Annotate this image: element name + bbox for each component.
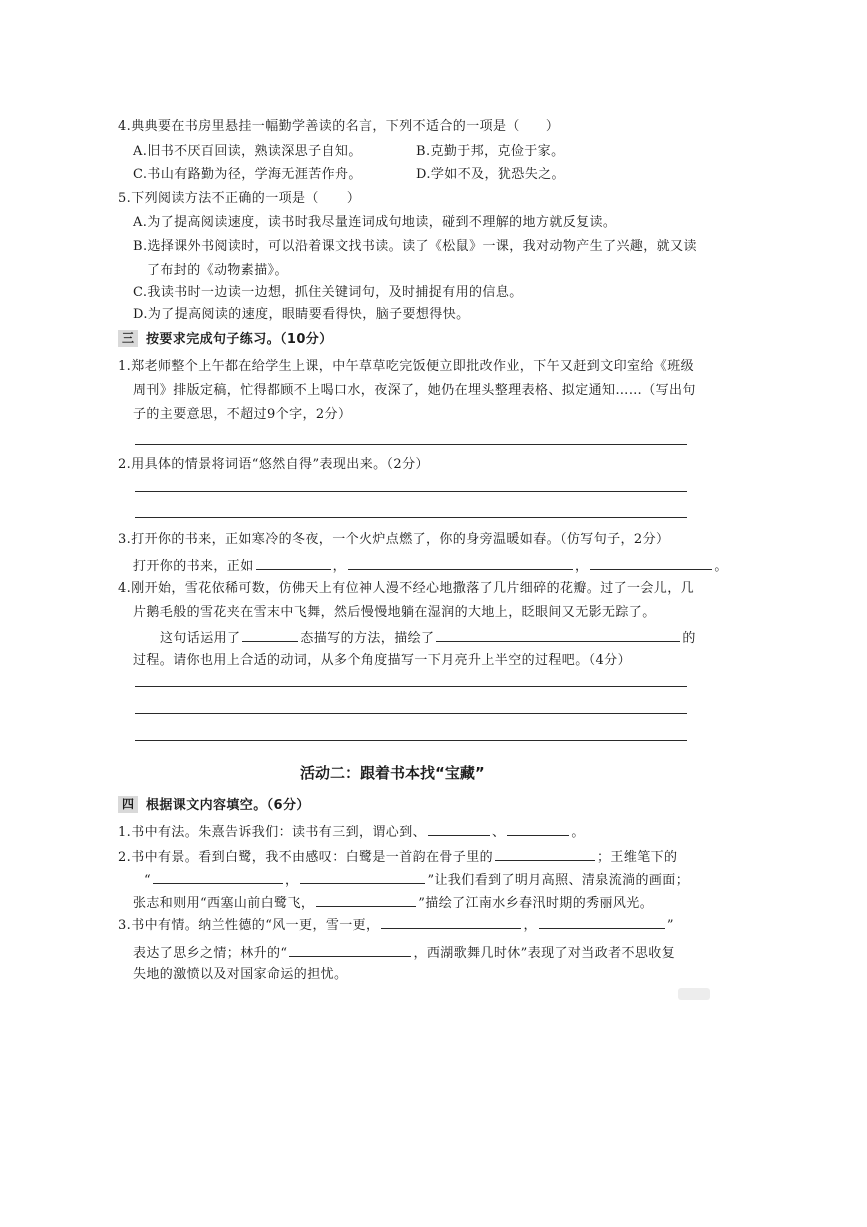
q4-option-d[interactable]: D.学如不及，犹恐失之。 (416, 167, 565, 182)
s3-item4-answer-line-2[interactable] (135, 713, 687, 714)
s3-item4-blank-2[interactable] (436, 628, 680, 642)
s4-item2-blank-4[interactable] (316, 893, 416, 907)
s3-item3-fill: 打开你的书来，正如 ， ， 。 (133, 556, 728, 575)
s4-item2-line2: “ ， ”让我们看到了明月高照、清泉流淌的画面； (144, 870, 689, 889)
q5-option-d[interactable]: D.为了提高阅读的速度，眼睛要看得快，脑子要想得快。 (133, 307, 470, 322)
scan-smudge (678, 988, 710, 1000)
section-3-heading: 按要求完成句子练习。（10分） (146, 332, 333, 347)
q5-option-b-cont: 了布封的《动物素描》。 (147, 263, 288, 278)
s3-item2-answer-line-2[interactable] (135, 517, 687, 518)
section-3-badge: 三 (118, 330, 138, 347)
s4-item3-line2: 表达了思乡之情；林升的“ ，西湖歌舞几时休”表现了对当政者不思收复 (133, 943, 675, 962)
s4-item2-blank-2[interactable] (153, 870, 283, 884)
q5-option-b[interactable]: B.选择课外书阅读时，可以沿着课文找书读。读了《松鼠》一课，我对动物产生了兴趣，就又读 (133, 239, 697, 254)
s3-item1-line2: 周刊》排版定稿，忙得都顾不上喝口水，夜深了，她仍在埋头整理表格、拟定通知……（写出句 (133, 383, 696, 398)
s3-item1-line3: 子的主要意思，不超过9个字，2分） (133, 407, 352, 422)
s3-item2-answer-line-1[interactable] (135, 491, 687, 492)
s3-item1-answer-line[interactable] (135, 444, 687, 445)
q5-stem: 5.下列阅读方法不正确的一项是（ ） (118, 191, 361, 206)
s3-item4-line3: 这句话运用了 态描写的方法，描绘了 的 (160, 628, 696, 647)
s4-item3-blank-1[interactable] (381, 915, 521, 929)
s3-item3-blank-3[interactable] (590, 556, 712, 570)
s3-item3-stem: 3.打开你的书来，正如寒冷的冬夜，一个火炉点燃了，你的身旁温暖如春。（仿写句子，2分） (118, 532, 670, 547)
s4-item3-line1: 3.书中有情。纳兰性德的“风一更，雪一更， ， ” (118, 915, 674, 934)
s4-item3-blank-3[interactable] (289, 943, 411, 957)
s4-item1-blank-2[interactable] (507, 822, 569, 836)
s3-item2-stem: 2.用具体的情景将词语“悠然自得”表现出来。（2分） (118, 457, 429, 472)
s4-item2-blank-3[interactable] (300, 870, 425, 884)
s4-item2-line1: 2.书中有景。看到白鹭，我不由感叹：白鹭是一首韵在骨子里的 ；王维笔下的 (118, 847, 677, 866)
s3-item4-blank-1[interactable] (242, 628, 298, 642)
s4-item2-line3: 张志和则用“西塞山前白鹭飞， ”描绘了江南水乡春汛时期的秀丽风光。 (133, 893, 653, 912)
s4-item1-blank-1[interactable] (428, 822, 490, 836)
s4-item3-line3: 失地的激愤以及对国家命运的担忧。 (133, 967, 348, 982)
q5-option-c[interactable]: C.我读书时一边读一边想，抓住关键词句，及时捕捉有用的信息。 (133, 285, 523, 300)
section-4-badge: 四 (118, 796, 138, 813)
s3-item4-line2: 片鹅毛般的雪花夹在雪末中飞舞，然后慢慢地躺在湿润的大地上，眨眼间又无影无踪了。 (133, 605, 656, 620)
s3-item3-blank-1[interactable] (256, 556, 331, 570)
q5-option-a[interactable]: A.为了提高阅读速度，读书时我尽量连词成句地读，碰到不理解的地方就反复读。 (133, 215, 617, 230)
s4-item1: 1.书中有法。朱熹告诉我们：读书有三到，谓心到、 、 。 (118, 822, 585, 841)
s3-item3-blank-2[interactable] (348, 556, 573, 570)
s4-item2-blank-1[interactable] (495, 847, 595, 861)
activity-title: 活动二：跟着书本找“宝藏” (300, 764, 485, 782)
section-4-heading: 根据课文内容填空。（6分） (146, 798, 310, 813)
s4-item3-blank-2[interactable] (539, 915, 665, 929)
s3-item4-answer-line-1[interactable] (135, 686, 687, 687)
q4-option-b[interactable]: B.克勤于邦，克俭于家。 (416, 144, 565, 159)
s3-item4-line4: 过程。请你也用上合适的动词，从多个角度描写一下月亮升上半空的过程吧。（4分） (133, 653, 631, 668)
q4-stem: 4.典典要在书房里悬挂一幅勤学善读的名言，下列不适合的一项是（ ） (118, 119, 560, 134)
q4-option-c[interactable]: C.书山有路勤为径，学海无涯苦作舟。 (133, 167, 362, 182)
s3-item1-line1: 1.郑老师整个上午都在给学生上课，中午草草吃完饭便立即批改作业，下午又赶到文印室给《班级 (118, 359, 695, 374)
s3-item4-line1: 4.刚开始，雪花依稀可数，仿佛天上有位神人漫不经心地撒落了几片细碎的花瓣。过了一会儿，几 (118, 581, 695, 596)
q4-option-a[interactable]: A.旧书不厌百回读，熟读深思子自知。 (133, 144, 362, 159)
s3-item4-answer-line-3[interactable] (135, 740, 687, 741)
